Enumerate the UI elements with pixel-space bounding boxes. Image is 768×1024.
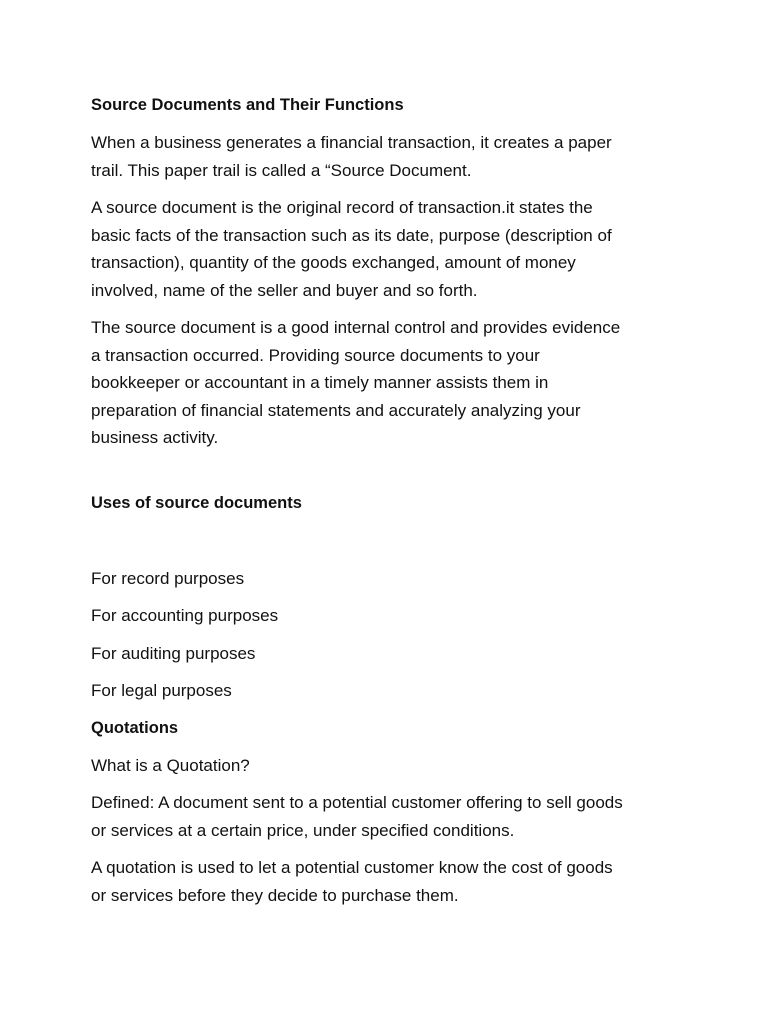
list-item: For auditing purposes (91, 643, 256, 663)
question-what-is-quotation: What is a Quotation? (91, 755, 250, 775)
list-item: For record purposes (91, 568, 245, 588)
paragraph-paper-trail: When a business generates a financial transaction, it creates a paper trail. This paper trail is called a “Source Document. (91, 133, 612, 180)
section-title-quotations: Quotations (91, 718, 179, 737)
list-item: For legal purposes (91, 681, 232, 700)
paragraph-quotation-usage: A quotation is used to let a potential customer know the cost of goods or services before they decide to purchase them. (91, 858, 613, 905)
list-item: For accounting purposes (91, 606, 279, 625)
document-page (91, 92, 731, 909)
section-title-uses: Uses of source documents (91, 493, 302, 512)
paragraph-definition: A source document is the original record of transaction.it states the basic facts of the transaction such as its date, purpose (description of transaction), quantity of the goods exchanged, amount of money involved, name of the seller and buyer and so forth. (91, 198, 612, 300)
paragraph-internal-control: The source document is a good internal control and provides evidence a transaction occurred. Providing source documents to your bookkeeper or accountant in a timely manner assists them in preparation of financial statements and accurately analyzing your business activity. (91, 318, 621, 447)
section-title-source-documents: Source Documents and Their Functions (91, 96, 404, 114)
paragraph-quotation-definition: Defined: A document sent to a potential customer offering to sell goods or services at a certain price, under specified conditions. (91, 793, 623, 840)
